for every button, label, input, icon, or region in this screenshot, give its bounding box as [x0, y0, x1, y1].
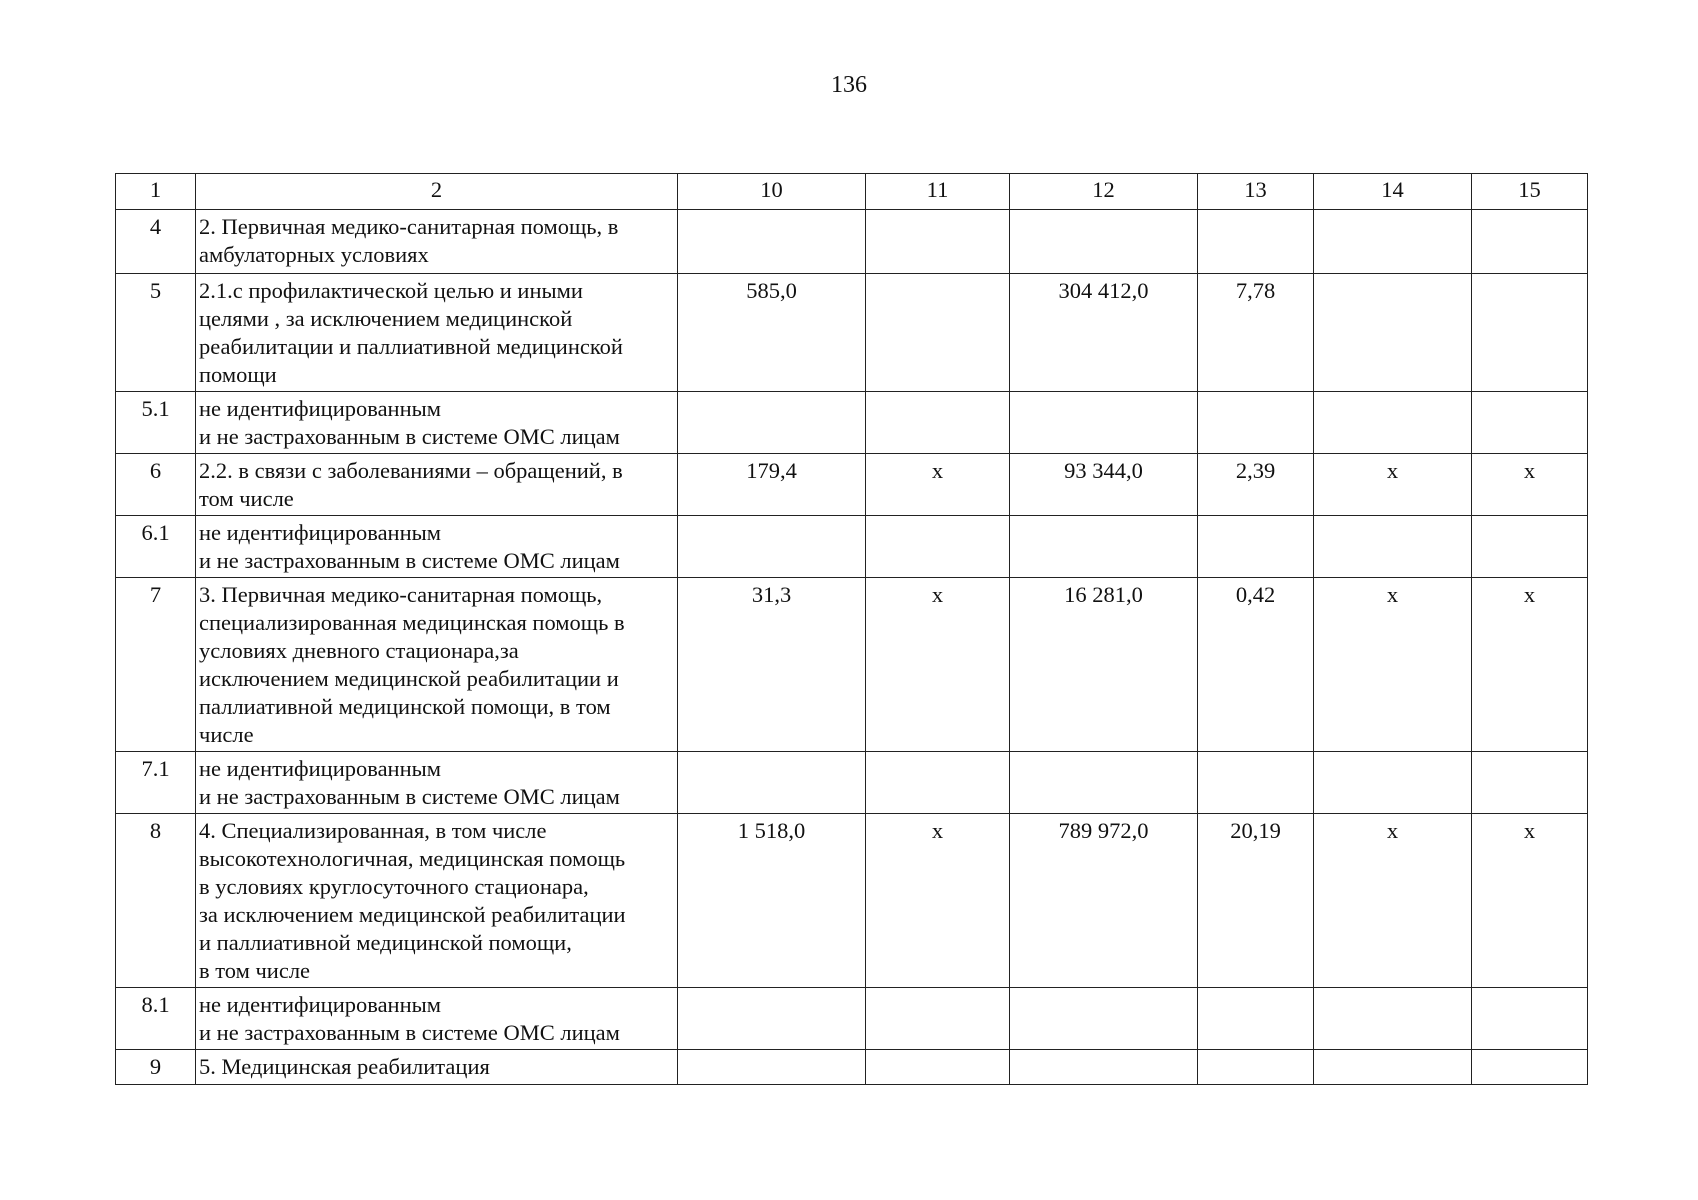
row-name-line: 2.2. в связи с заболеваниями – обращений, в [199, 458, 623, 483]
table-row [116, 814, 1588, 988]
value-cell-col-12 [1010, 752, 1198, 814]
row-name-line: не идентифицированным [199, 396, 441, 421]
value-cell-col-14: х [1314, 814, 1472, 988]
value-cell-col-14 [1314, 516, 1472, 578]
value-cell-col-10 [678, 210, 866, 274]
value-cell-col-14: х [1314, 578, 1472, 752]
row-name-cell [196, 578, 678, 752]
header-cell: 1 [116, 174, 196, 210]
row-name-cell [196, 392, 678, 454]
row-name-line: амбулаторных условиях [199, 242, 429, 267]
value-cell-col-11 [866, 274, 1010, 392]
value-cell-col-15 [1472, 516, 1588, 578]
row-name-line: целями , за исключением медицинской [199, 306, 573, 331]
value-cell-col-15 [1472, 988, 1588, 1050]
page-number: 136 [831, 72, 867, 98]
row-name-line: в условиях круглосуточного стационара, [199, 874, 589, 899]
header-cell: 11 [866, 174, 1010, 210]
row-number-cell: 4 [116, 210, 196, 274]
table-row [116, 516, 1588, 578]
value-cell-col-13 [1198, 516, 1314, 578]
row-name-line: 3. Первичная медико-санитарная помощь, [199, 582, 603, 607]
value-cell-col-14 [1314, 210, 1472, 274]
row-name-line: высокотехнологичная, медицинская помощь [199, 846, 626, 871]
value-cell-col-12: 789 972,0 [1010, 814, 1198, 988]
row-name-line: паллиативной медицинской помощи, в том [199, 694, 611, 719]
row-number-cell: 8 [116, 814, 196, 988]
value-cell-col-10: 585,0 [678, 274, 866, 392]
row-name-line: не идентифицированным [199, 756, 441, 781]
row-name-line: и не застрахованным в системе ОМС лицам [199, 1020, 620, 1045]
row-number-cell: 7 [116, 578, 196, 752]
value-cell-col-13 [1198, 988, 1314, 1050]
header-cell: 14 [1314, 174, 1472, 210]
value-cell-col-14: х [1314, 454, 1472, 516]
row-name-line: и не застрахованным в системе ОМС лицам [199, 424, 620, 449]
value-cell-col-10 [678, 516, 866, 578]
row-name-cell [196, 210, 678, 274]
table-row [116, 752, 1588, 814]
row-name-line: не идентифицированным [199, 520, 441, 545]
value-cell-col-10: 179,4 [678, 454, 866, 516]
value-cell-col-14 [1314, 988, 1472, 1050]
value-cell-col-11: х [866, 814, 1010, 988]
value-cell-col-13 [1198, 752, 1314, 814]
value-cell-col-10: 31,3 [678, 578, 866, 752]
value-cell-col-14 [1314, 392, 1472, 454]
row-name-cell [196, 274, 678, 392]
value-cell-col-13: 2,39 [1198, 454, 1314, 516]
row-name-cell [196, 1050, 678, 1085]
row-name-line: условиях дневного стационара,за [199, 638, 519, 663]
value-cell-col-10: 1 518,0 [678, 814, 866, 988]
row-name-line: реабилитации и паллиативной медицинской [199, 334, 623, 359]
row-name-cell [196, 988, 678, 1050]
header-cell: 2 [196, 174, 678, 210]
row-name-cell [196, 516, 678, 578]
row-number-cell: 5.1 [116, 392, 196, 454]
table-row [116, 988, 1588, 1050]
table-row [116, 274, 1588, 392]
row-name-line: и не застрахованным в системе ОМС лицам [199, 784, 620, 809]
row-number-cell: 8.1 [116, 988, 196, 1050]
row-number-cell: 5 [116, 274, 196, 392]
row-name-cell [196, 814, 678, 988]
table-header-row [116, 174, 1588, 210]
row-name-line: 5. Медицинская реабилитация [199, 1054, 490, 1079]
value-cell-col-15: х [1472, 454, 1588, 516]
row-name-line: и не застрахованным в системе ОМС лицам [199, 548, 620, 573]
table-row [116, 392, 1588, 454]
value-cell-col-15: х [1472, 814, 1588, 988]
value-cell-col-12: 16 281,0 [1010, 578, 1198, 752]
row-name-line: помощи [199, 362, 277, 387]
value-cell-col-11 [866, 1050, 1010, 1085]
value-cell-col-15 [1472, 274, 1588, 392]
row-number-cell: 9 [116, 1050, 196, 1085]
value-cell-col-15 [1472, 392, 1588, 454]
value-cell-col-10 [678, 1050, 866, 1085]
table-row [116, 210, 1588, 274]
value-cell-col-13 [1198, 392, 1314, 454]
value-cell-col-15: х [1472, 578, 1588, 752]
data-table [115, 173, 1588, 1085]
header-cell: 13 [1198, 174, 1314, 210]
row-number-cell: 6 [116, 454, 196, 516]
table-row [116, 454, 1588, 516]
value-cell-col-11 [866, 210, 1010, 274]
value-cell-col-11 [866, 392, 1010, 454]
table-body [116, 174, 1588, 1085]
row-name-line: том числе [199, 486, 294, 511]
row-name-line: 2.1.с профилактической целью и иными [199, 278, 583, 303]
value-cell-col-12 [1010, 210, 1198, 274]
value-cell-col-10 [678, 392, 866, 454]
row-name-line: 2. Первичная медико-санитарная помощь, в [199, 214, 619, 239]
value-cell-col-13: 7,78 [1198, 274, 1314, 392]
row-name-cell [196, 752, 678, 814]
value-cell-col-15 [1472, 1050, 1588, 1085]
value-cell-col-12 [1010, 516, 1198, 578]
row-name-cell [196, 454, 678, 516]
value-cell-col-14 [1314, 274, 1472, 392]
row-name-line: за исключением медицинской реабилитации [199, 902, 626, 927]
row-name-line: исключением медицинской реабилитации и [199, 666, 619, 691]
value-cell-col-14 [1314, 1050, 1472, 1085]
header-cell: 10 [678, 174, 866, 210]
row-name-line: 4. Специализированная, в том числе [199, 818, 547, 843]
value-cell-col-13: 0,42 [1198, 578, 1314, 752]
value-cell-col-13: 20,19 [1198, 814, 1314, 988]
value-cell-col-11 [866, 752, 1010, 814]
table-row [116, 1050, 1588, 1085]
row-name-line: специализированная медицинская помощь в [199, 610, 625, 635]
value-cell-col-12 [1010, 988, 1198, 1050]
value-cell-col-10 [678, 752, 866, 814]
row-name-line: в том числе [199, 958, 311, 983]
row-number-cell: 6.1 [116, 516, 196, 578]
row-name-line: не идентифицированным [199, 992, 441, 1017]
row-name-line: и паллиативной медицинской помощи, [199, 930, 572, 955]
row-name-line: числе [199, 722, 254, 747]
row-number-cell: 7.1 [116, 752, 196, 814]
value-cell-col-15 [1472, 210, 1588, 274]
value-cell-col-15 [1472, 752, 1588, 814]
value-cell-col-12: 93 344,0 [1010, 454, 1198, 516]
value-cell-col-11: х [866, 578, 1010, 752]
value-cell-col-12: 304 412,0 [1010, 274, 1198, 392]
table-row [116, 578, 1588, 752]
header-cell: 12 [1010, 174, 1198, 210]
header-cell: 15 [1472, 174, 1588, 210]
value-cell-col-12 [1010, 392, 1198, 454]
value-cell-col-11: х [866, 454, 1010, 516]
value-cell-col-13 [1198, 1050, 1314, 1085]
value-cell-col-14 [1314, 752, 1472, 814]
value-cell-col-12 [1010, 1050, 1198, 1085]
value-cell-col-10 [678, 988, 866, 1050]
value-cell-col-11 [866, 988, 1010, 1050]
value-cell-col-11 [866, 516, 1010, 578]
value-cell-col-13 [1198, 210, 1314, 274]
